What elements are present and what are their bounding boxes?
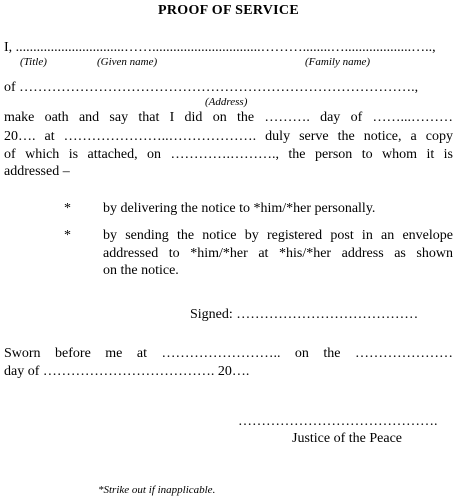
name-line: I, ...............................……...............................………........…...................….., <box>4 40 436 55</box>
attached-line: of which is attached, on ………….………., the person to whom it is <box>4 147 453 162</box>
address-line: of …………………………………………………………………………., <box>4 80 419 95</box>
sworn-line: Sworn before me at …………………….. on the ………………… <box>4 346 453 361</box>
bullet-marker-1: * <box>64 201 71 216</box>
title-label: (Title) <box>20 56 47 68</box>
footnote: *Strike out if inapplicable. <box>98 484 216 496</box>
justice-signature-line: ……………………………………. <box>238 414 438 429</box>
justice-of-the-peace: Justice of the Peace <box>292 431 403 446</box>
oath-line: make oath and say that I did on the ………. day of ……...……… <box>4 110 453 125</box>
signed-line: Signed: ………………………………… <box>190 307 419 322</box>
bullet-text-2-line-2: addressed to *him/*her at *his/*her address as shown <box>103 246 453 261</box>
sworn-date-line: day of ………………………………. 20…. <box>4 364 250 379</box>
bullet-text-2-line-3: on the notice. <box>103 263 179 278</box>
address-label: (Address) <box>205 96 248 108</box>
family-name-label: (Family name) <box>305 56 371 68</box>
bullet-marker-2: * <box>64 228 71 243</box>
addressed-line: addressed – <box>4 164 70 179</box>
bullet-text-1: by delivering the notice to *him/*her personally. <box>103 201 376 216</box>
form-title: PROOF OF SERVICE <box>158 3 299 18</box>
bullet-text-2-line-1: by sending the notice by registered post in an envelope <box>103 228 453 243</box>
date-serve-line: 20…. at …………………..………………. duly serve the notice, a copy <box>4 129 453 144</box>
given-name-label: (Given name) <box>97 56 158 68</box>
